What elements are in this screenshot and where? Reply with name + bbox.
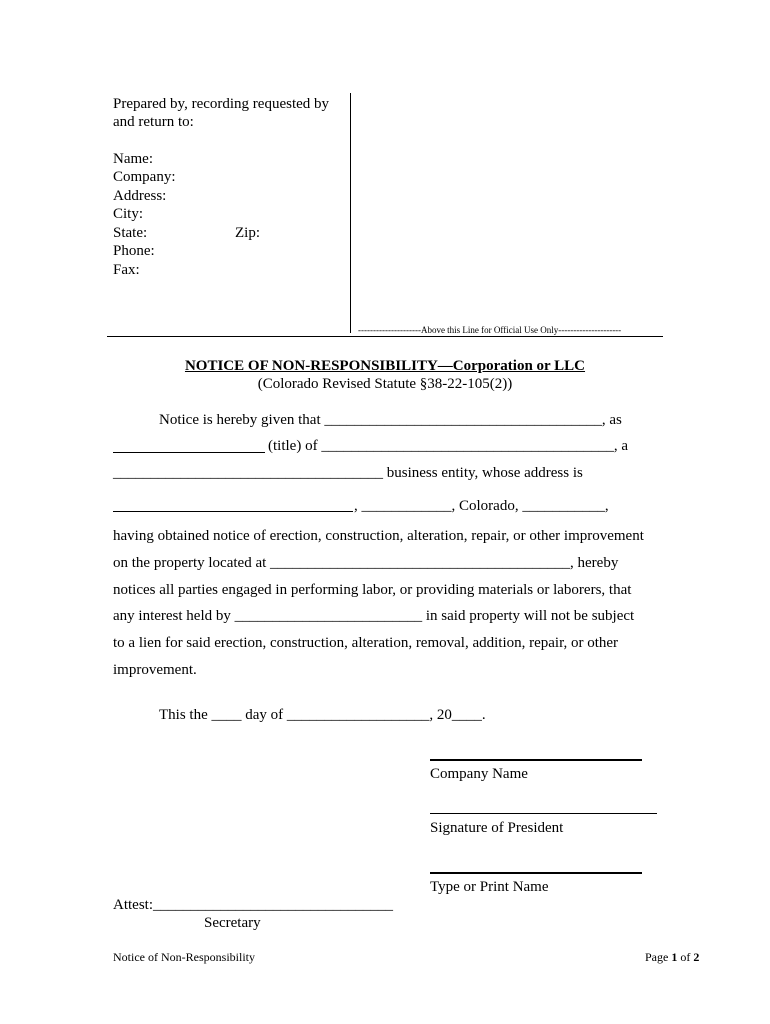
footer-doc-name: Notice of Non-Responsibility xyxy=(113,950,255,964)
notice-subtitle: (Colorado Revised Statute §38-22-105(2)) xyxy=(257,376,513,392)
phone-label: Phone: xyxy=(113,243,155,259)
attest-line: Attest:________________________________ xyxy=(113,897,393,913)
body-line-4: , ____________, Colorado, ___________, xyxy=(354,498,609,514)
address-blank-line xyxy=(113,511,353,512)
notice-title: NOTICE OF NON-RESPONSIBILITY—Corporation or LLC xyxy=(184,358,586,374)
body-line-8: any interest held by _________________________ in said property will not be subject xyxy=(113,608,635,624)
date-line: This the ____ day of ___________________, 20____. xyxy=(159,707,486,723)
title-blank-line xyxy=(113,452,265,453)
prepared-by-line2: and return to: xyxy=(113,114,194,130)
body-line-10: improvement. xyxy=(113,662,197,678)
zip-label: Zip: xyxy=(235,225,260,241)
footer-page-of: of xyxy=(680,950,691,964)
prepared-by-line1: Prepared by, recording requested by xyxy=(113,96,330,112)
city-label: City: xyxy=(113,206,144,222)
president-signature-line xyxy=(430,813,657,814)
body-line-1: Notice is hereby given that _____________________________________, as xyxy=(159,412,622,428)
company-label: Company: xyxy=(113,169,176,185)
body-line-5: having obtained notice of erection, construction, alteration, repair, or other improvement xyxy=(113,528,644,544)
footer-page-total: 2 xyxy=(693,950,700,964)
signature-of-president-label: Signature of President xyxy=(430,820,564,836)
body-line-3: ____________________________________ business entity, whose address is xyxy=(113,465,583,481)
print-name-line xyxy=(430,872,642,874)
state-label: State: xyxy=(113,225,148,241)
header-divider-horizontal xyxy=(107,336,663,337)
official-use-line: ---------------------Above this Line for Official Use Only--------------------- xyxy=(358,325,622,335)
body-line-2: (title) of _______________________________________, a xyxy=(268,438,628,454)
company-name-label: Company Name xyxy=(430,766,528,782)
footer-page-prefix: Page xyxy=(645,950,669,964)
header-divider-vertical xyxy=(350,93,351,333)
footer-page-current: 1 xyxy=(671,950,678,964)
body-line-7: notices all parties engaged in performing labor, or providing materials or laborers, that xyxy=(113,582,632,598)
name-label: Name: xyxy=(113,151,153,167)
body-line-9: to a lien for said erection, construction, alteration, removal, addition, repair, or other xyxy=(113,635,619,651)
secretary-label: Secretary xyxy=(204,915,261,931)
address-label: Address: xyxy=(113,188,167,204)
fax-label: Fax: xyxy=(113,262,140,278)
company-name-line xyxy=(430,759,642,761)
body-line-6: on the property located at ________________________________________, hereby xyxy=(113,555,619,571)
type-or-print-name-label: Type or Print Name xyxy=(430,879,549,895)
footer-page-number xyxy=(645,950,699,964)
